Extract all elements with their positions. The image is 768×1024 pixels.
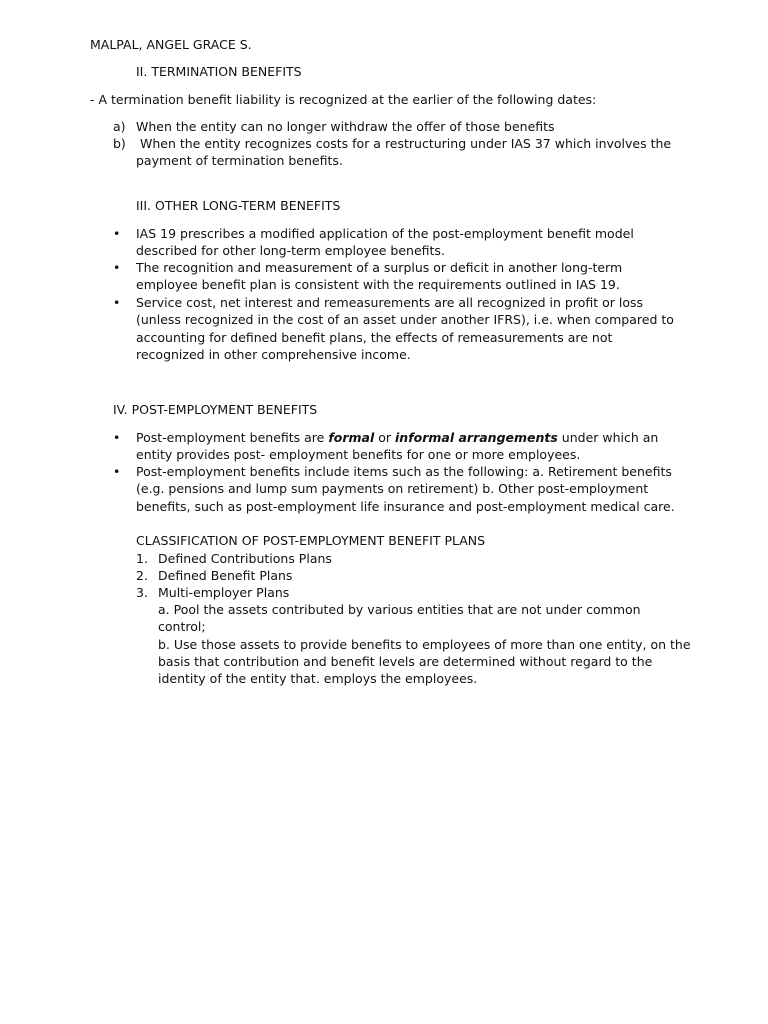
list-marker: 1. xyxy=(136,551,148,566)
text-run: Post-employment benefits are xyxy=(136,430,329,445)
post-employment-heading: IV. POST-EMPLOYMENT BENEFITS xyxy=(113,402,318,417)
classification-heading: CLASSIFICATION OF POST-EMPLOYMENT BENEFIT PLANS xyxy=(136,533,486,548)
detail-line: a. Pool the assets contributed by various entities that are not under common xyxy=(158,602,641,617)
list-item-text: Defined Contributions Plans xyxy=(158,551,332,566)
bullet-icon: • xyxy=(113,295,121,310)
list-item xyxy=(136,259,622,294)
list-item-text: benefits, such as post-employment life insurance and post-employment medical care. xyxy=(136,498,675,514)
list-item-text xyxy=(136,429,658,446)
list-item xyxy=(136,463,675,515)
list-item-text: IAS 19 prescribes a modified application of the post-employment benefit model xyxy=(136,226,634,241)
list-item-text: payment of termination benefits. xyxy=(136,153,343,169)
list-item-text: Post-employment benefits include items such as the following: a. Retirement benefits xyxy=(136,464,672,479)
list-item-text: entity provides post- employment benefits for one or more employees. xyxy=(136,447,581,463)
list-item-text: employee benefit plan is consistent with the requirements outlined in IAS 19. xyxy=(136,277,620,293)
text-run: under which an xyxy=(557,430,659,445)
bullet-icon: • xyxy=(113,464,121,479)
detail-line: b. Use those assets to provide benefits to employees of more than one entity, on the xyxy=(158,636,691,652)
list-item-text: (e.g. pensions and lump sum payments on retirement) b. Other post-employment xyxy=(136,481,649,497)
list-item-text: accounting for defined benefit plans, the effects of remeasurements are not xyxy=(136,329,613,345)
emphasis-formal: formal xyxy=(328,430,375,445)
list-marker: b) xyxy=(113,136,126,151)
list-item-text: Multi-employer Plans xyxy=(158,585,290,600)
author-name: MALPAL, ANGEL GRACE S. xyxy=(90,37,252,52)
text-run: or xyxy=(374,430,396,445)
bullet-icon: • xyxy=(113,226,121,241)
termination-heading: II. TERMINATION BENEFITS xyxy=(136,64,302,79)
detail-line: basis that contribution and benefit levels are determined without regard to the xyxy=(158,653,653,669)
detail-line: control; xyxy=(158,619,206,635)
list-item-text: When the entity recognizes costs for a restructuring under IAS 37 which involves the xyxy=(136,136,672,151)
bullet-icon: • xyxy=(113,260,121,275)
list-marker: 2. xyxy=(136,568,148,583)
list-item-text: described for other long-term employee benefits. xyxy=(136,243,445,259)
multi-employer-details xyxy=(158,601,691,687)
list-item-text: When the entity can no longer withdraw the offer of those benefits xyxy=(136,119,555,134)
emphasis-informal-arrangements: informal arrangements xyxy=(395,430,558,445)
list-item-text: (unless recognized in the cost of an asset under another IFRS), i.e. when compared to xyxy=(136,312,674,328)
list-item-text: Service cost, net interest and remeasurements are all recognized in profit or loss xyxy=(136,295,644,310)
detail-line: identity of the entity that. employs the employees. xyxy=(158,671,478,687)
termination-intro: - A termination benefit liability is recognized at the earlier of the following dates: xyxy=(90,92,597,107)
bullet-icon: • xyxy=(113,430,121,445)
list-item xyxy=(136,294,674,363)
list-marker: a) xyxy=(113,119,126,134)
list-item xyxy=(136,225,634,260)
list-item-text: Defined Benefit Plans xyxy=(158,568,293,583)
list-item-text: recognized in other comprehensive income. xyxy=(136,346,411,362)
other-long-term-heading: III. OTHER LONG-TERM BENEFITS xyxy=(136,198,341,213)
list-item-text: The recognition and measurement of a surplus or deficit in another long-term xyxy=(136,260,623,275)
list-item xyxy=(136,429,658,464)
list-marker: 3. xyxy=(136,585,148,600)
